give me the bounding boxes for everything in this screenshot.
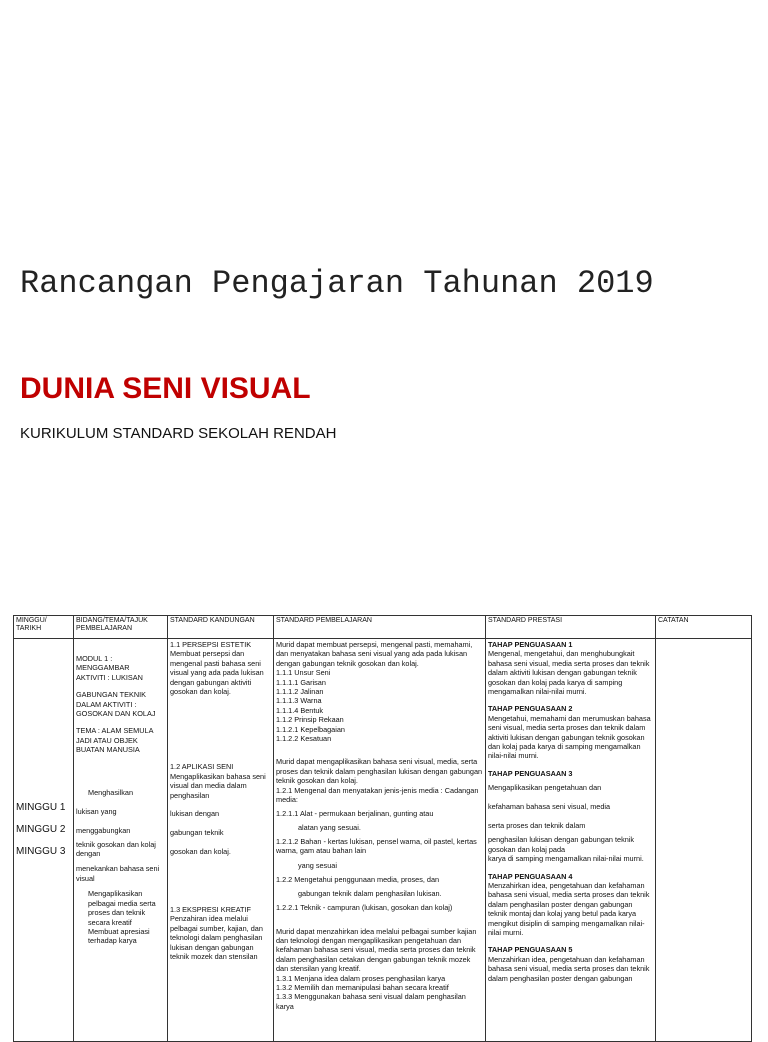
header-performance-standard: STANDARD PRESTASI [486,616,656,639]
objective-line: menekankan bahasa seni visual [76,864,160,883]
tp2-title: TAHAP PENGUASAAN 2 [488,704,573,714]
tp3-line: kefahaman bahasa seni visual, media [488,802,611,812]
objective-line: teknik gosokan dan kolaj dengan [76,839,156,859]
p1-item: 1.1.1.1 Garisan [276,677,326,687]
p3-intro: Murid dapat menzahirkan idea melalui pelbagai sumber kajian dan teknologi dengan mengaplikasikan pengetahuan dan kefahaman bahasa seni visual, media serta proses dan teknik dalam penghasilan cetakan dengan gabungan teknik mozek dan stensilan yang kreatif. [276,926,477,974]
p2-item: gabungan teknik dalam penghasilan lukisan. [298,889,442,899]
p1-item: 1.1.1 Unsur Seni [276,668,331,678]
notes-cell [656,639,752,1042]
week-2: MINGGU 2 [16,824,66,835]
k2-line: gosokan dan kolaj. [170,847,231,857]
objective-3: Membuat apresiasi terhadap karya [88,926,150,946]
k3-title: 1.3 EKSPRESI KREATIF [170,905,251,915]
p1-item: 1.1.2 Prinsip Rekaan [276,715,344,725]
objective-line: Menghasilkan [88,787,134,797]
k1-text: Membuat persepsi dan mengenal pasti bahasa seni visual yang ada pada lukisan dengan gabungan aktiviti gosokan dan kolaj. [170,649,264,697]
lesson-plan-table [13,615,752,1042]
header-notes: CATATAN [656,616,752,639]
content-standard-cell [168,639,274,1042]
header-content-standard: STANDARD KANDUNGAN [168,616,274,639]
objective-line: menggabungkan [76,825,131,835]
tp3-line: Mengaplikasikan pengetahuan dan [488,783,602,793]
p2-item: 1.2.1.2 Bahan - kertas lukisan, pensel warna, oil pastel, kertas warna, gam atau bahan lain [276,836,477,856]
p2-item: 1.2.2.1 Teknik - campuran (lukisan, gosokan dan kolaj) [276,903,453,913]
performance-standard-cell [486,639,656,1042]
p2-item: 1.2.2 Mengetahui penggunaan media, proses, dan [276,874,440,884]
week-3: MINGGU 3 [16,846,66,857]
p2-item: 1.2.1.1 Alat - permukaan berjalinan, gunting atau [276,808,434,818]
page-title: Rancangan Pengajaran Tahunan 2019 [20,265,654,302]
module-label: MODUL 1 : MENGGAMBAR [76,654,130,673]
table-header-row [14,616,752,639]
p3-item: 1.3.2 Memilih dan memanipulasi bahan secara kreatif [276,982,449,992]
p1-item: 1.1.1.3 Warna [276,696,322,706]
tp5-text: Menzahirkan idea, pengetahuan dan kefahaman bahasa seni visual, media serta proses dan teknik dalam penghasilan poster dengan gabungan [488,954,650,983]
p2-item: alatan yang sesuai. [298,822,361,832]
k1-title: 1.1 PERSEPSI ESTETIK [170,640,252,649]
tp4-title: TAHAP PENGUASAAN 4 [488,871,573,881]
tp1-title: TAHAP PENGUASAAN 1 [488,640,573,649]
k2-text: Mengaplikasikan bahasa seni visual dan media dalam penghasilan [170,771,266,800]
p1-item: 1.1.2.1 Kepelbagaian [276,724,345,734]
k2-line: gabungan teknik [170,828,224,838]
theme-label: TEMA : ALAM SEMULA JADI ATAU OBJEK BUATAN MANUSIA [76,726,154,755]
technique-label: GABUNGAN TEKNIK DALAM AKTIVITI : GOSOKAN DAN KOLAJ [76,690,156,719]
k2-line: lukisan dengan [170,809,220,819]
p1-intro: Murid dapat membuat persepsi, mengenal pasti, memahami, dan menyatakan bahasa seni visual yang ada pada lukisan dengan gabungan teknik gosokan dan kolaj. [276,640,473,668]
p1-item: 1.1.2.2 Kesatuan [276,734,332,744]
p1-item: 1.1.1.4 Bentuk [276,705,324,715]
p2-intro: Murid dapat mengaplikasikan bahasa seni visual, media, serta proses dan teknik dalam penghasilan lukisan dengan gabungan teknik gosokan dan kolaj. [276,757,483,786]
table-row [14,639,752,1042]
tp2-text: Mengetahui, memahami dan merumuskan bahasa seni visual, media serta proses dan teknik dalam aktiviti lukisan dengan gabungan teknik gosokan dan kolaj pada karya di samping mengamalkan nilai-nilai murni. [488,713,651,761]
header-learning-standard: STANDARD PEMBELAJARAN [274,616,486,639]
tp5-title: TAHAP PENGUASAAN 5 [488,945,573,955]
p3-item: 1.3.1 Menjana idea dalam proses penghasilan karya [276,973,446,983]
objective-2: Mengaplikasikan pelbagai media serta proses dan teknik secara kreatif [88,889,156,927]
p2-item: 1.2.1 Mengenal dan menyatakan jenis-jenis media : Cadangan media: [276,785,479,805]
tp3-line: penghasilan lukisan dengan gabungan teknik gosokan dan kolaj pada [488,835,635,854]
tp4-text: Menzahirkan idea, pengetahuan dan kefahaman bahasa seni visual, media serta proses dan teknik dalam penghasilan poster dengan gabungan teknik montaj dan kolaj yang betul pada karya mengikut disiplin di samping mengamalkan nilai-nilai murni. [488,880,650,937]
tp3-line: serta proses dan teknik dalam [488,821,586,831]
activity-label: AKTIVITI : LUKISAN [76,672,143,682]
p1-item: 1.1.1.2 Jalinan [276,687,324,697]
week-cell [14,639,74,1042]
tp1-text: Mengenal, mengetahui, dan menghubungkait bahasa seni visual, media serta proses dan teknik dalam aktiviti lukisan dengan gabungan teknik gosokan dan kolaj pada karya di samping mengamalkan nilai-nilai murni. [488,649,650,697]
learning-standard-cell [274,639,486,1042]
k3-text: Penzahiran idea melalui pelbagai sumber, kajian, dan teknologi dalam penghasilan lukisan dengan gabungan teknik mozek dan stensilan [170,914,263,962]
tp3-title: TAHAP PENGUASAAN 3 [488,768,573,778]
k2-title: 1.2 APLIKASI SENI [170,762,234,772]
header-week: MINGGU/ TARIKH [14,616,74,639]
document-subtitle: DUNIA SENI VISUAL [20,372,311,405]
header-topic: BIDANG/TEMA/TAJUK PEMBELAJARAN [74,616,168,639]
week-1: MINGGU 1 [16,802,66,813]
curriculum-label: KURIKULUM STANDARD SEKOLAH RENDAH [20,425,337,442]
p3-item: 1.3.3 Menggunakan bahasa seni visual dalam penghasilan karya [276,992,466,1011]
topic-cell [74,639,168,1042]
tp3-line: karya di samping mengamalkan nilai-nilai murni. [488,854,644,864]
p2-item: yang sesuai [298,860,337,870]
objective-line: lukisan yang [76,806,117,816]
